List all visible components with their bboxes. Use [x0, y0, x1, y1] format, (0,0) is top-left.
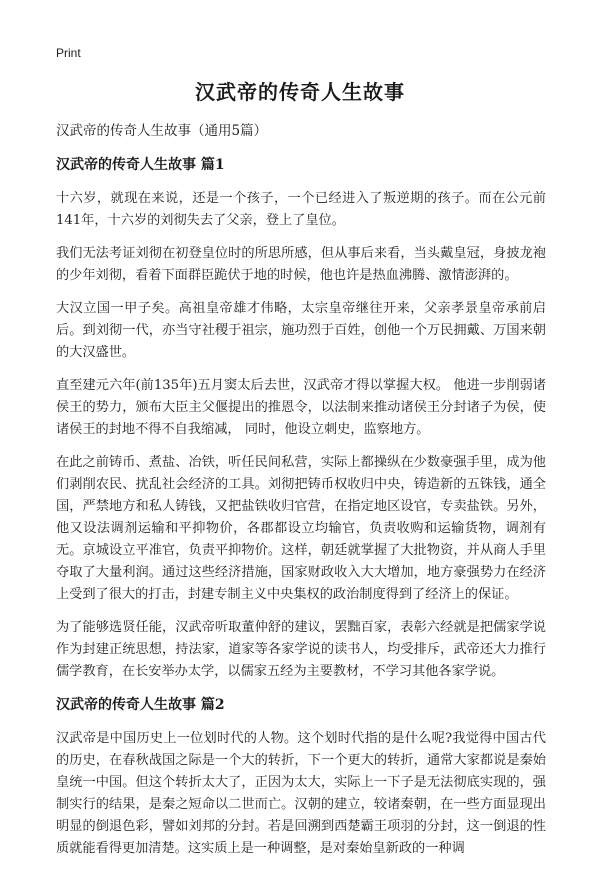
paragraph: 大汉立国一甲子矣。高祖皇帝雄才伟略，太宗皇帝继往开来，父亲孝景皇帝承前启后。到刘彻一代，亦当守社稷于祖宗，施功烈于百姓，创他一个万民拥戴、万国来朝的大汉盛世。: [56, 301, 546, 360]
paragraph: 十六岁，就现在来说，还是一个孩子，一个已经进入了叛逆期的孩子。而在公元前141年，十六岁的刘彻失去了父亲，登上了皇位。: [56, 191, 546, 228]
paragraph: 为了能够选贤任能，汉武帝听取董仲舒的建议，罢黜百家，表彰六经就是把儒家学说作为封建正统思想，持法家，道家等各家学说的读书人，均受排斥，武帝还大力推行儒学教育，在长安举办太学，以儒家五经为主要教材，不学习其他各家学说。: [56, 620, 546, 679]
paragraph: 我们无法考证刘彻在初登皇位时的所思所感，但从事后来看，当头戴皇冠，身披龙袍的少年刘彻，看着下面群臣跪伏于地的时候，他也许是热血沸腾、激情澎湃的。: [56, 246, 546, 283]
paragraph: 汉武帝是中国历史上一位划时代的人物。这个划时代指的是什么呢?我觉得中国古代的历史，在春秋战国之际是一个大的转折，下一个更大的转折，通常大家都说是秦始皇统一中国。但这个转折太大了，正因为太大，实际上一下子是无法彻底实现的，强制实行的结果，是秦之短命以二世而亡。汉朝的建立，较诸秦朝，在一些方面显现出明显的倒退色彩，譬如刘邦的分封。若是回溯到西楚霸王项羽的分封，这一倒退的性质就能看得更加清楚。这实质上是一种调整，是对秦始皇新政的一种调: [56, 731, 546, 856]
paragraph: 直至建元六年(前135年)五月窦太后去世，汉武帝才得以掌握大权。 他进一步削弱诸侯王的势力，颁布大臣主父偃提出的推恩令，以法制来推动诸侯王分封诸子为侯，使诸侯王的封地不得不自我缩减， 同时，他设立刺史，监察地方。: [56, 378, 546, 437]
page-title: 汉武帝的传奇人生故事: [195, 80, 405, 104]
print-link[interactable]: Print: [56, 46, 81, 60]
document-subtitle: 汉武帝的传奇人生故事（通用5篇）: [56, 123, 268, 139]
document-body: [56, 120, 546, 871]
section-heading-1: 汉武帝的传奇人生故事 篇1: [56, 157, 225, 173]
section-heading-2: 汉武帝的传奇人生故事 篇2: [56, 697, 225, 713]
paragraph: 在此之前铸币、煮盐、冶铁，听任民间私营，实际上都操纵在少数豪强手里，成为他们剥削农民、扰乱社会经济的工具。刘彻把铸币权收归中央，铸造新的五铢钱，通全国，严禁地方和私人铸钱，又把盐铁收归官营，在指定地区设官，专卖盐铁。另外，他又设法调剂运输和平抑物价，各郡都设立均输官，负责收购和运输货物，调剂有无。京城设立平准官，负责平抑物价。这样，朝廷就掌握了大批物资，并从商人手里夺取了大量利润。通过这些经济措施，国家财政收入大大增加，地方豪强势力在经济上受到了很大的打击，封建专制主义中央集权的政治制度得到了经济上的保证。: [56, 455, 546, 602]
